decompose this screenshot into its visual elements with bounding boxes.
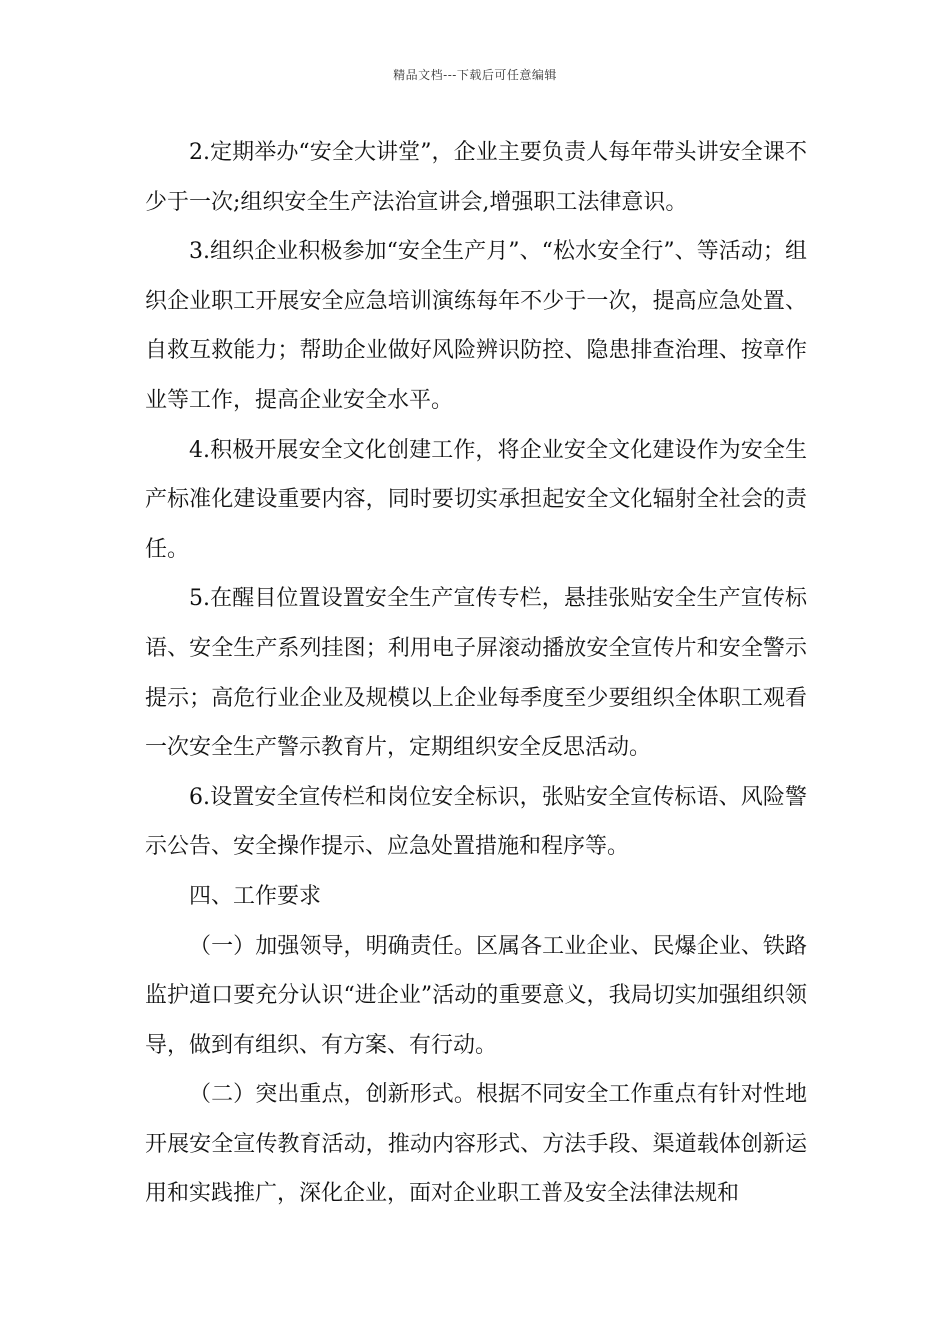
page-header: 精品文档---下载后可任意编辑 (393, 68, 557, 82)
section-heading-work-requirements: 四、工作要求 (189, 883, 322, 909)
paragraph-requirement-1: （一）加强领导，明确责任。区属各工业企业、民爆企业、铁路监护道口要充分认识“进企业”活动的重要意义，我局切实加强组织领导，做到有组织、有方案、有行动。 (145, 933, 807, 1058)
paragraph-requirement-2: （二）突出重点，创新形式。根据不同安全工作重点有针对性地开展安全宣传教育活动，推动内容形式、方法手段、渠道载体创新运用和实践推广，深化企业，面对企业职工普及安全法律法规和 (145, 1082, 807, 1207)
paragraph-item-2: 2.定期举办“安全大讲堂”，企业主要负责人每年带头讲安全课不少于一次;组织安全生产法治宣讲会,增强职工法律意识。 (145, 140, 807, 215)
paragraph-item-5: 5.在醒目位置设置安全生产宣传专栏，悬挂张贴安全生产宣传标语、安全生产系列挂图；利用电子屏滚动播放安全宣传片和安全警示提示；高危行业企业及规模以上企业每季度至少要组织全体职工观看一次安全生产警示教育片，定期组织安全反思活动。 (145, 586, 807, 761)
paragraph-item-3: 3.组织企业积极参加“安全生产月”、“松水安全行”、等活动；组织企业职工开展安全应急培训演练每年不少于一次，提高应急处置、自救互救能力；帮助企业做好风险辨识防控、隐患排查治理、按章作业等工作，提高企业安全水平。 (145, 239, 807, 413)
paragraph-item-4: 4.积极开展安全文化创建工作，将企业安全文化建设作为安全生产标准化建设重要内容，同时要切实承担起安全文化辐射全社会的责任。 (145, 437, 807, 562)
document-body (145, 128, 807, 1219)
paragraph-item-6: 6.设置安全宣传栏和岗位安全标识，张贴安全宣传标语、风险警示公告、安全操作提示、应急处置措施和程序等。 (145, 784, 807, 860)
